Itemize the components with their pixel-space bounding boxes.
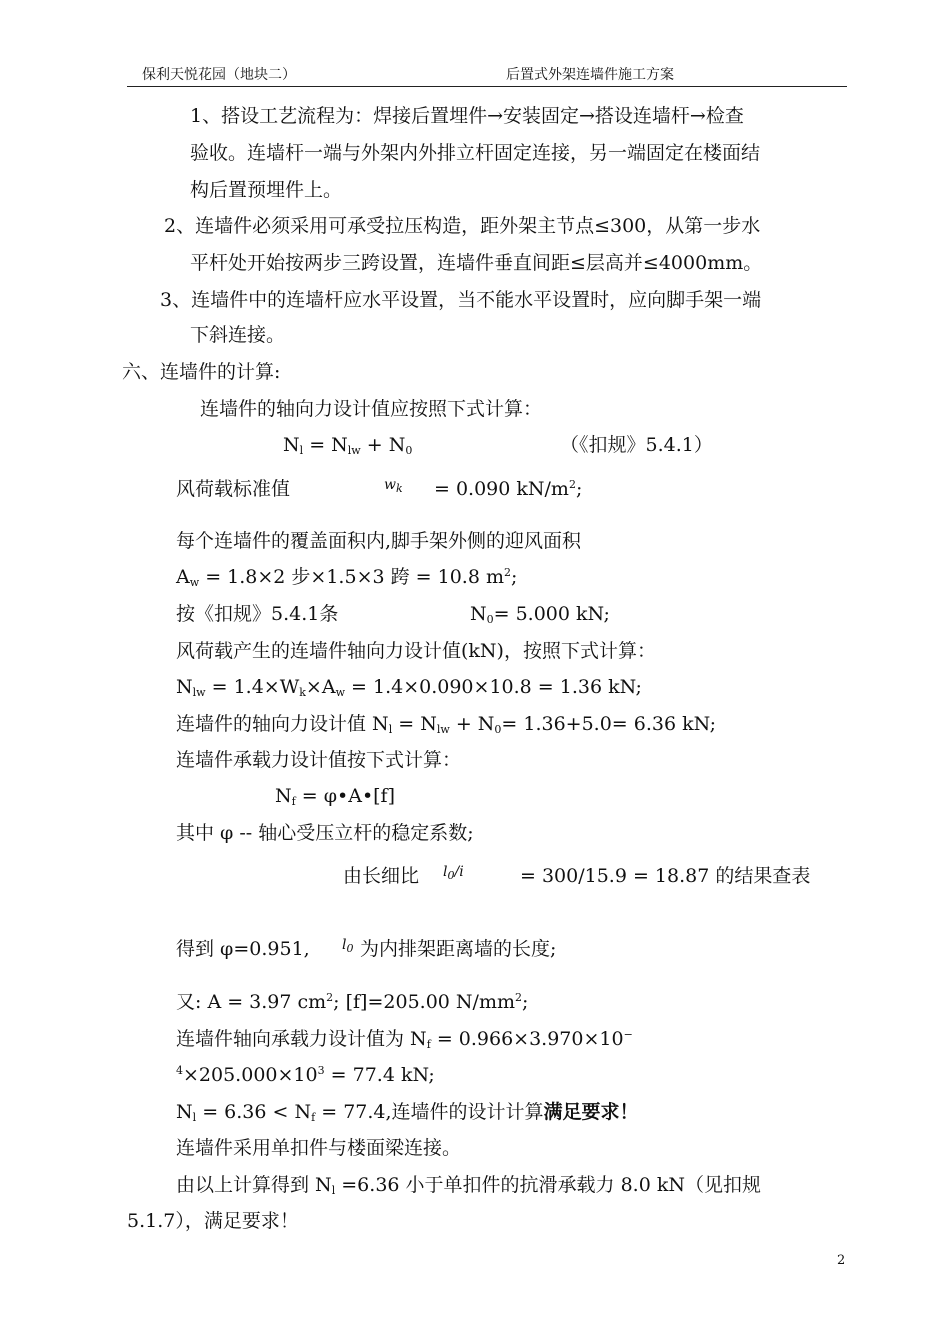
slenderness-value: = 300/15.9 = 18.87 的结果查表 [520,865,811,887]
n1-line: 连墙件的轴向力设计值 $N_l = N_{lw} + N_0= 1.36+5.0= 6.36$ kN; [176,713,716,736]
l0-symbol: $l_0$ [342,937,354,955]
wind-load-label: 风荷载标准值 [176,478,291,500]
header-right: 后置式外架连墙件施工方案 [506,67,674,83]
a-f-values: 又: A = 3.97 $cm^2$; [f]=205.00 $N/mm^2$; [176,991,529,1013]
formula-reference: （《扣规》5.4.1） [560,434,713,456]
item1-line1: 1、搭设工艺流程为：焊接后置埋件→安装固定→搭设连墙杆→检查 [190,105,744,127]
item2-line1: 2、连墙件必须采用可承受拉压构造，距外架主节点≤300，从第一步水 [164,215,761,237]
item1-line2: 验收。连墙杆一端与外架内外排立杆固定连接，另一端固定在楼面结 [190,142,761,164]
item3-line1: 3、连墙件中的连墙杆应水平设置，当不能水平设置时，应向脚手架一端 [160,289,762,311]
comparison-line: $N_l = 6.36 < N_f = 77.4$,连墙件的设计计算满足要求！ [176,1101,639,1124]
final-line2: 5.1.7），满足要求！ [127,1210,299,1232]
l0-over-i-symbol: $l_0/i$ [443,864,464,882]
wk-symbol: $w_k$ [384,477,403,495]
phi-value: 得到 φ=0.951, [176,938,310,960]
final-line1: 由以上计算得到 $N_l =6.36$ 小于单扣件的抗滑承载力 8.0 kN（见扣规 [176,1174,761,1197]
main-formula: $N_l = N_{lw} + N_0$ [283,434,413,457]
wind-load-value: = 0.090 $kN/m^2$; [434,478,583,500]
item3-line2: 下斜连接。 [190,324,286,346]
aw-line: $A_w = 1.8\times 2$ 步×1.5×3 跨 = 10.8 $m^2$; [176,566,518,589]
item2-line2: 平杆处开始按两步三跨设置，连墙件垂直间距≤层高并≤4000mm。 [190,252,763,274]
slenderness-label: 由长细比 [343,865,420,887]
header-rule [127,86,847,87]
item1-line3: 构后置预埋件上。 [190,179,343,201]
intro-text: 连墙件的轴向力设计值应按照下式计算： [200,398,543,420]
n0-line: $N_0= 5.000$ kN; [470,603,610,626]
capacity-text: 连墙件承载力设计值按下式计算： [176,749,462,771]
header-left: 保利天悦花园（地块二） [142,67,296,83]
rule-label: 按《扣规》5.4.1条 [176,603,339,625]
n1w-line: $N_{lw} = 1.4\times W_k\times A_w = 1.4\times 0.090\times 10.8 = 1.36$ kN; [176,676,642,699]
nf-calc-line2: $^4\times 205.000\times 10^3 = 77.4$ kN; [176,1064,435,1086]
l0-description: 为内排架距离墙的长度; [360,938,557,960]
section-title: 六、连墙件的计算: [122,361,281,383]
phi-text: 其中 φ -- 轴心受压立杆的稳定系数; [176,822,474,844]
nf-calc-line1: 连墙件轴向承载力设计值为 $N_f = 0.966\times 3.970\times 10^-$ [176,1028,633,1051]
wind-force-text: 风荷载产生的连墙件轴向力设计值(kN)，按照下式计算： [176,640,656,662]
nf-formula: $N_f$ = φ•A•[f] [275,785,396,808]
area-text: 每个连墙件的覆盖面积内,脚手架外侧的迎风面积 [176,530,582,552]
page-number: 2 [837,1253,846,1268]
connection-text: 连墙件采用单扣件与楼面梁连接。 [176,1137,462,1159]
